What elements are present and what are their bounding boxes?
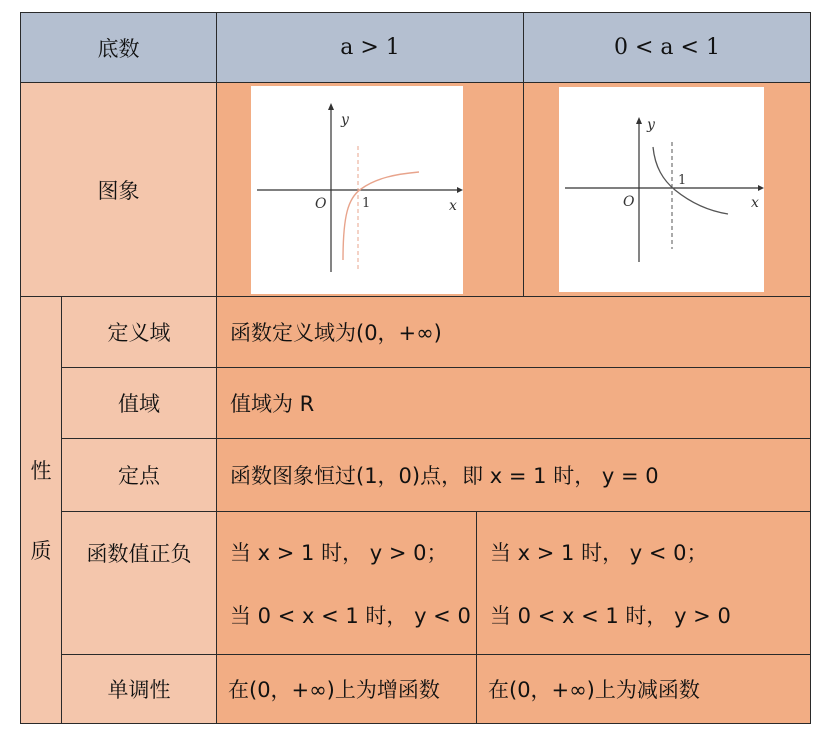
monotonicity-label: 单调性 — [61, 654, 217, 724]
monotonicity-a-greater-1: 在(0，+∞)上为增函数 — [216, 654, 477, 724]
properties-label-char-1: 性 — [30, 459, 52, 483]
header-a-greater-1: a > 1 — [216, 12, 524, 83]
left-origin-label: O — [315, 196, 327, 212]
sign-a-between-0-1-line-2: 当 0 < x < 1 时， y > 0 — [490, 603, 731, 628]
header-a-between-0-1: 0 < a < 1 — [523, 12, 811, 83]
sign-a-greater-1-line-2: 当 0 < x < 1 时， y < 0 — [230, 603, 471, 628]
domain-value: 函数定义域为(0，+∞) — [216, 296, 811, 368]
sign-a-greater-1-line-1: 当 x > 1 时， y > 0； — [230, 540, 448, 565]
header-base-label: 底数 — [20, 12, 217, 83]
log-graph-increasing — [251, 86, 463, 294]
properties-group-label — [20, 296, 62, 724]
log-graph-decreasing — [559, 87, 764, 292]
right-origin-label: O — [623, 194, 635, 210]
properties-label-char-2: 质 — [30, 539, 52, 563]
left-x-axis-label: x — [449, 198, 457, 214]
left-tick-1: 1 — [362, 196, 371, 211]
log-graph-decreasing-svg — [559, 87, 764, 292]
right-x-axis-label: x — [751, 195, 759, 211]
range-label: 值域 — [61, 367, 217, 439]
log-graph-increasing-svg — [251, 86, 463, 294]
domain-label: 定义域 — [61, 296, 217, 368]
right-y-axis-label: y — [647, 117, 655, 133]
monotonicity-a-between-0-1: 在(0，+∞)上为减函数 — [476, 654, 811, 724]
range-value: 值域为 R — [216, 367, 811, 439]
sign-label: 函数值正负 — [61, 511, 217, 655]
left-y-axis-label: y — [341, 112, 349, 128]
right-tick-1: 1 — [678, 173, 687, 188]
fixed-point-label: 定点 — [61, 438, 217, 512]
sign-a-between-0-1-line-1: 当 x > 1 时， y < 0； — [490, 540, 708, 565]
sign-a-between-0-1 — [476, 511, 811, 655]
fixed-point-value: 函数图象恒过(1，0)点，即 x = 1 时， y = 0 — [216, 438, 811, 512]
graph-row-label: 图象 — [20, 82, 217, 297]
sign-a-greater-1 — [216, 511, 477, 655]
